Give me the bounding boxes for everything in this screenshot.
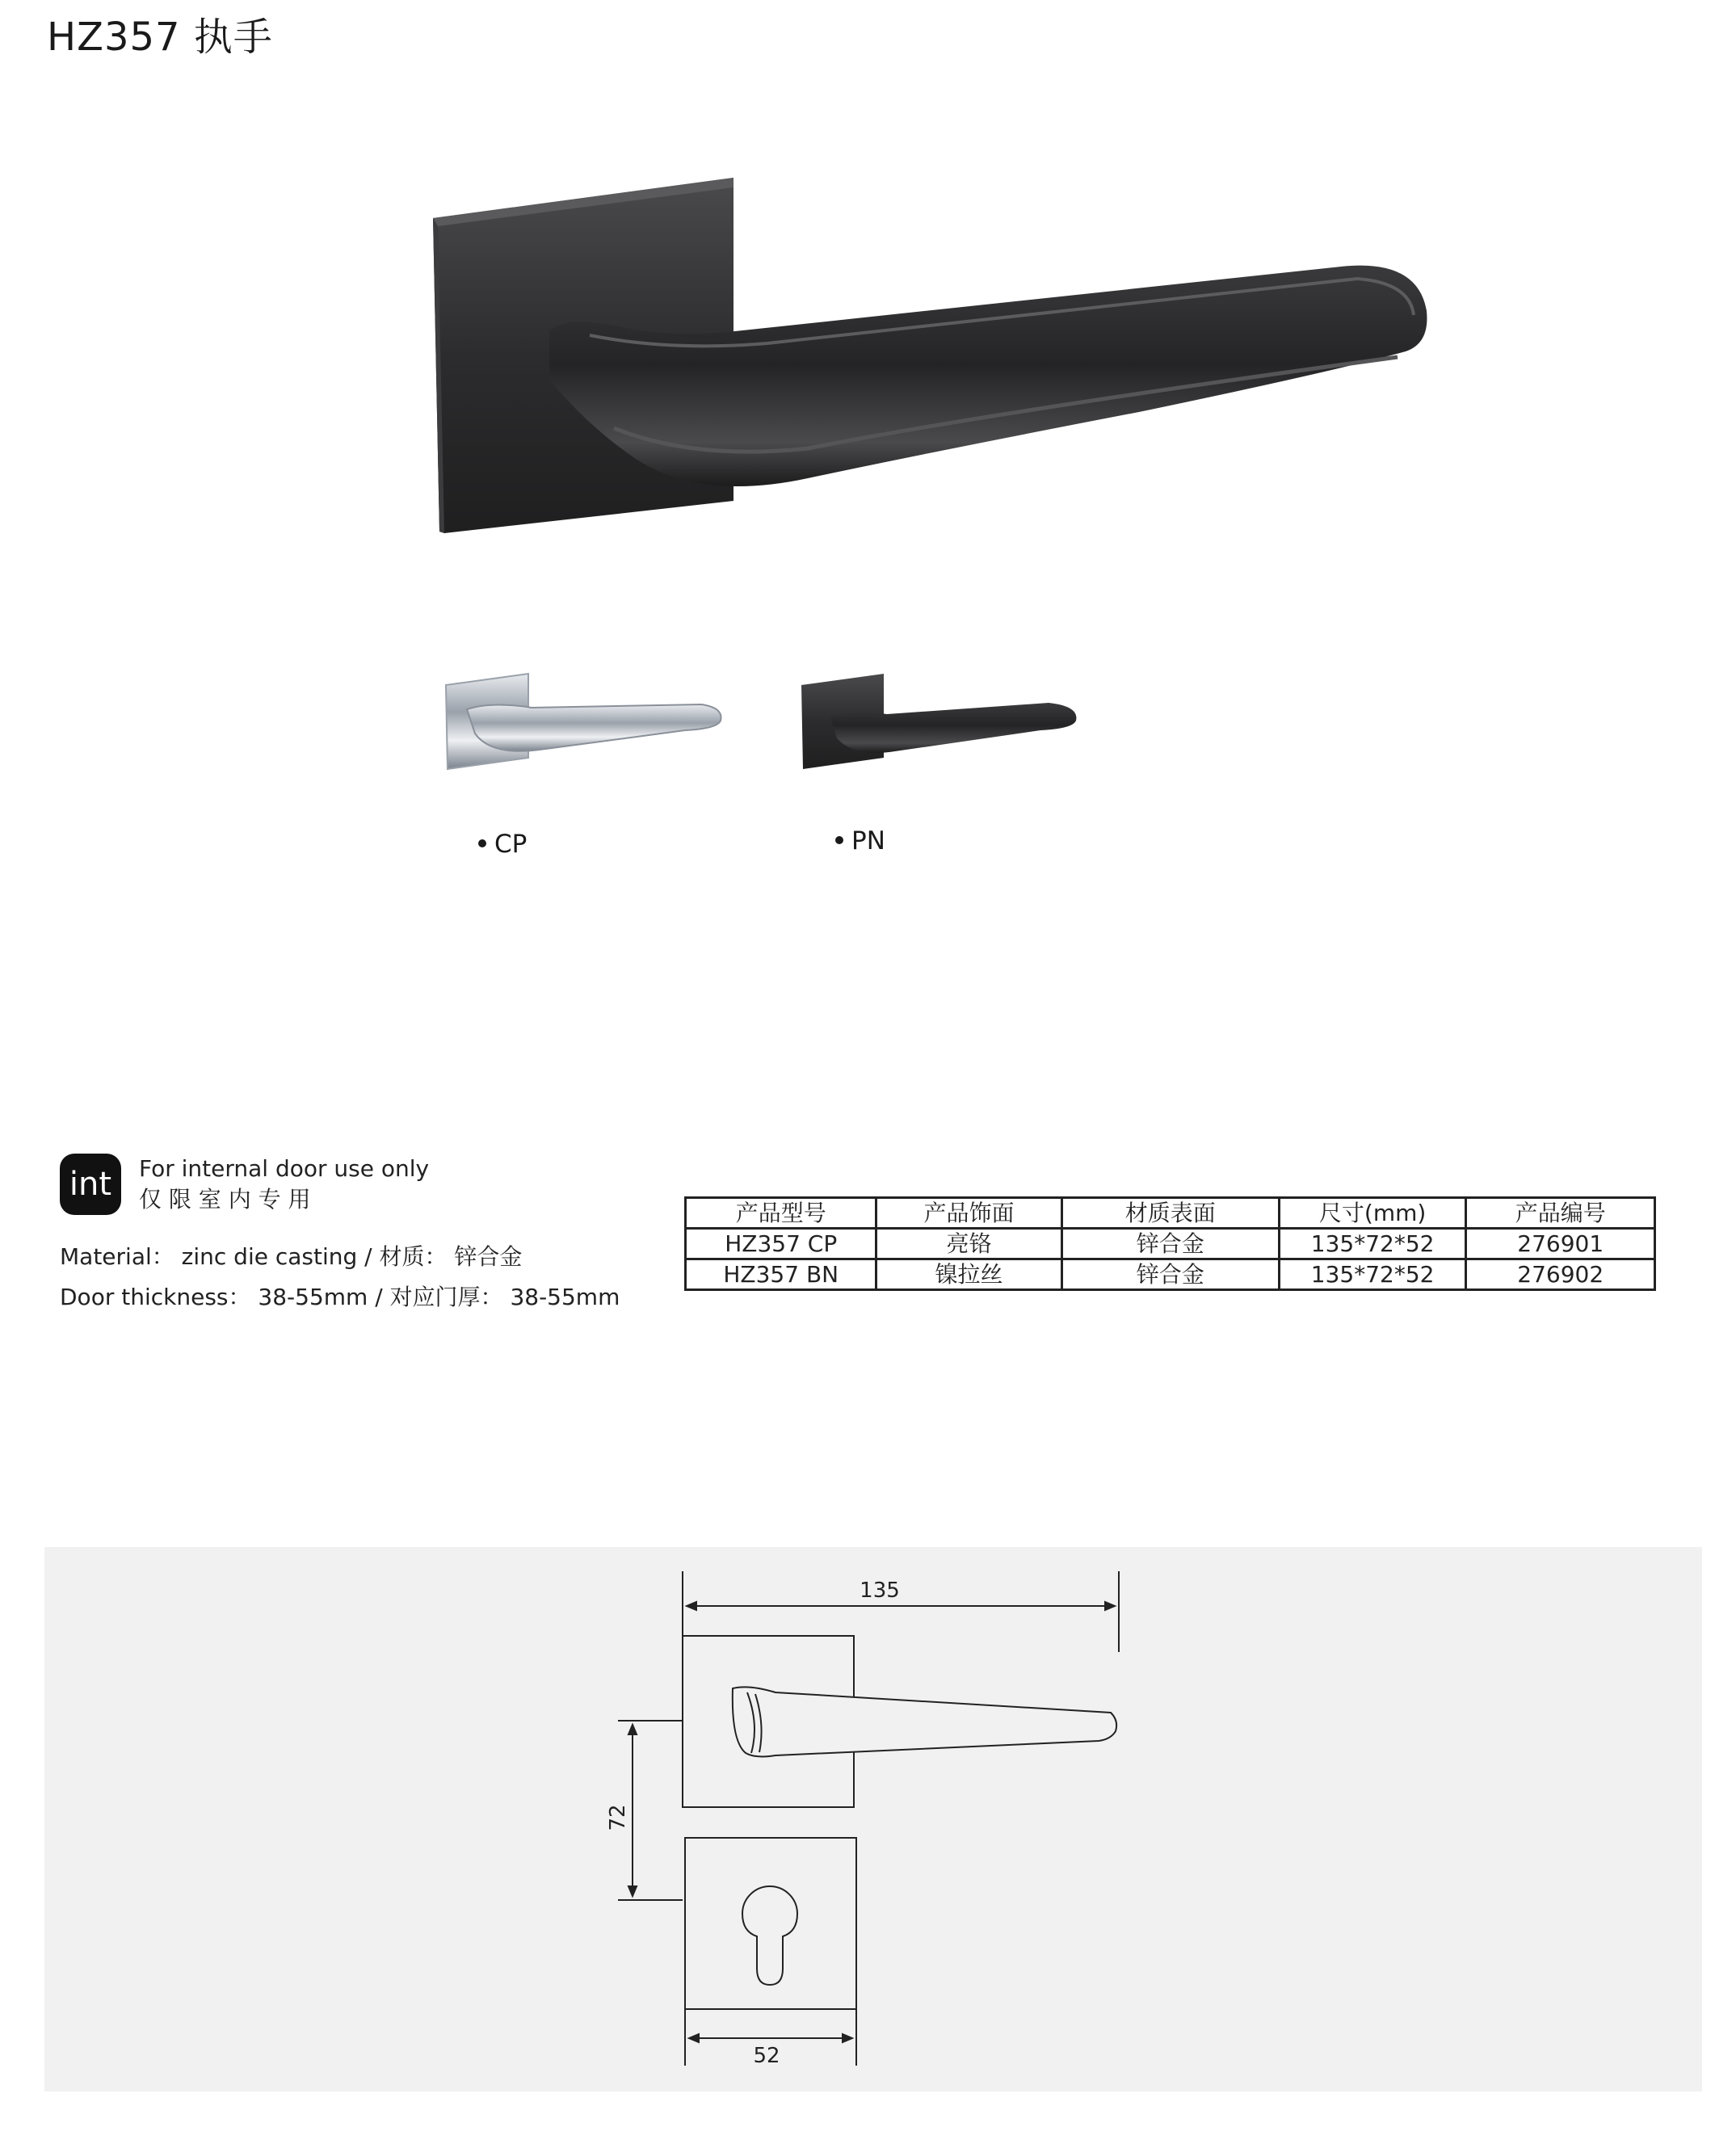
table-row bbox=[686, 1259, 1655, 1290]
header-material: 材质表面 bbox=[1061, 1198, 1279, 1229]
header-model: 产品型号 bbox=[686, 1198, 876, 1229]
dimension-width-label: 135 bbox=[860, 1579, 900, 1603]
spec-table bbox=[684, 1196, 1656, 1291]
cell-size: 135*72*52 bbox=[1279, 1259, 1466, 1290]
cell-material: 锌合金 bbox=[1061, 1259, 1279, 1290]
cell-code: 276902 bbox=[1466, 1259, 1655, 1290]
variant-cp-label: CP bbox=[478, 828, 527, 860]
table-header-row bbox=[686, 1198, 1655, 1229]
dimension-height-label: 72 bbox=[606, 1804, 630, 1831]
cell-code: 276901 bbox=[1466, 1229, 1655, 1259]
page-title: HZ357 执手 bbox=[47, 15, 273, 60]
cell-size: 135*72*52 bbox=[1279, 1229, 1466, 1259]
bullet-icon bbox=[835, 836, 843, 844]
header-size: 尺寸(mm) bbox=[1279, 1198, 1466, 1229]
header-finish: 产品饰面 bbox=[876, 1198, 1061, 1229]
variant-cp-image bbox=[443, 669, 725, 774]
material-spec: Material： zinc die casting / 材质： 锌合金 bbox=[60, 1243, 523, 1270]
variant-pn-image bbox=[798, 669, 1081, 774]
dimension-depth-label: 52 bbox=[753, 2044, 780, 2068]
bullet-icon bbox=[478, 839, 486, 847]
technical-drawing bbox=[44, 1547, 1702, 2091]
usage-note-cn: 仅 限 室 内 专 用 bbox=[139, 1186, 311, 1213]
variant-pn-label: PN bbox=[835, 825, 885, 857]
table-row bbox=[686, 1229, 1655, 1259]
header-code: 产品编号 bbox=[1466, 1198, 1655, 1229]
cell-material: 锌合金 bbox=[1061, 1229, 1279, 1259]
usage-note-en: For internal door use only bbox=[139, 1155, 430, 1182]
main-product-image bbox=[428, 170, 1438, 549]
internal-use-badge: int bbox=[60, 1154, 121, 1215]
cell-model: HZ357 BN bbox=[686, 1259, 876, 1290]
cell-model: HZ357 CP bbox=[686, 1229, 876, 1259]
cell-finish: 镍拉丝 bbox=[876, 1259, 1061, 1290]
cell-finish: 亮铬 bbox=[876, 1229, 1061, 1259]
door-thickness-spec: Door thickness： 38-55mm / 对应门厚： 38-55mm bbox=[60, 1284, 620, 1310]
